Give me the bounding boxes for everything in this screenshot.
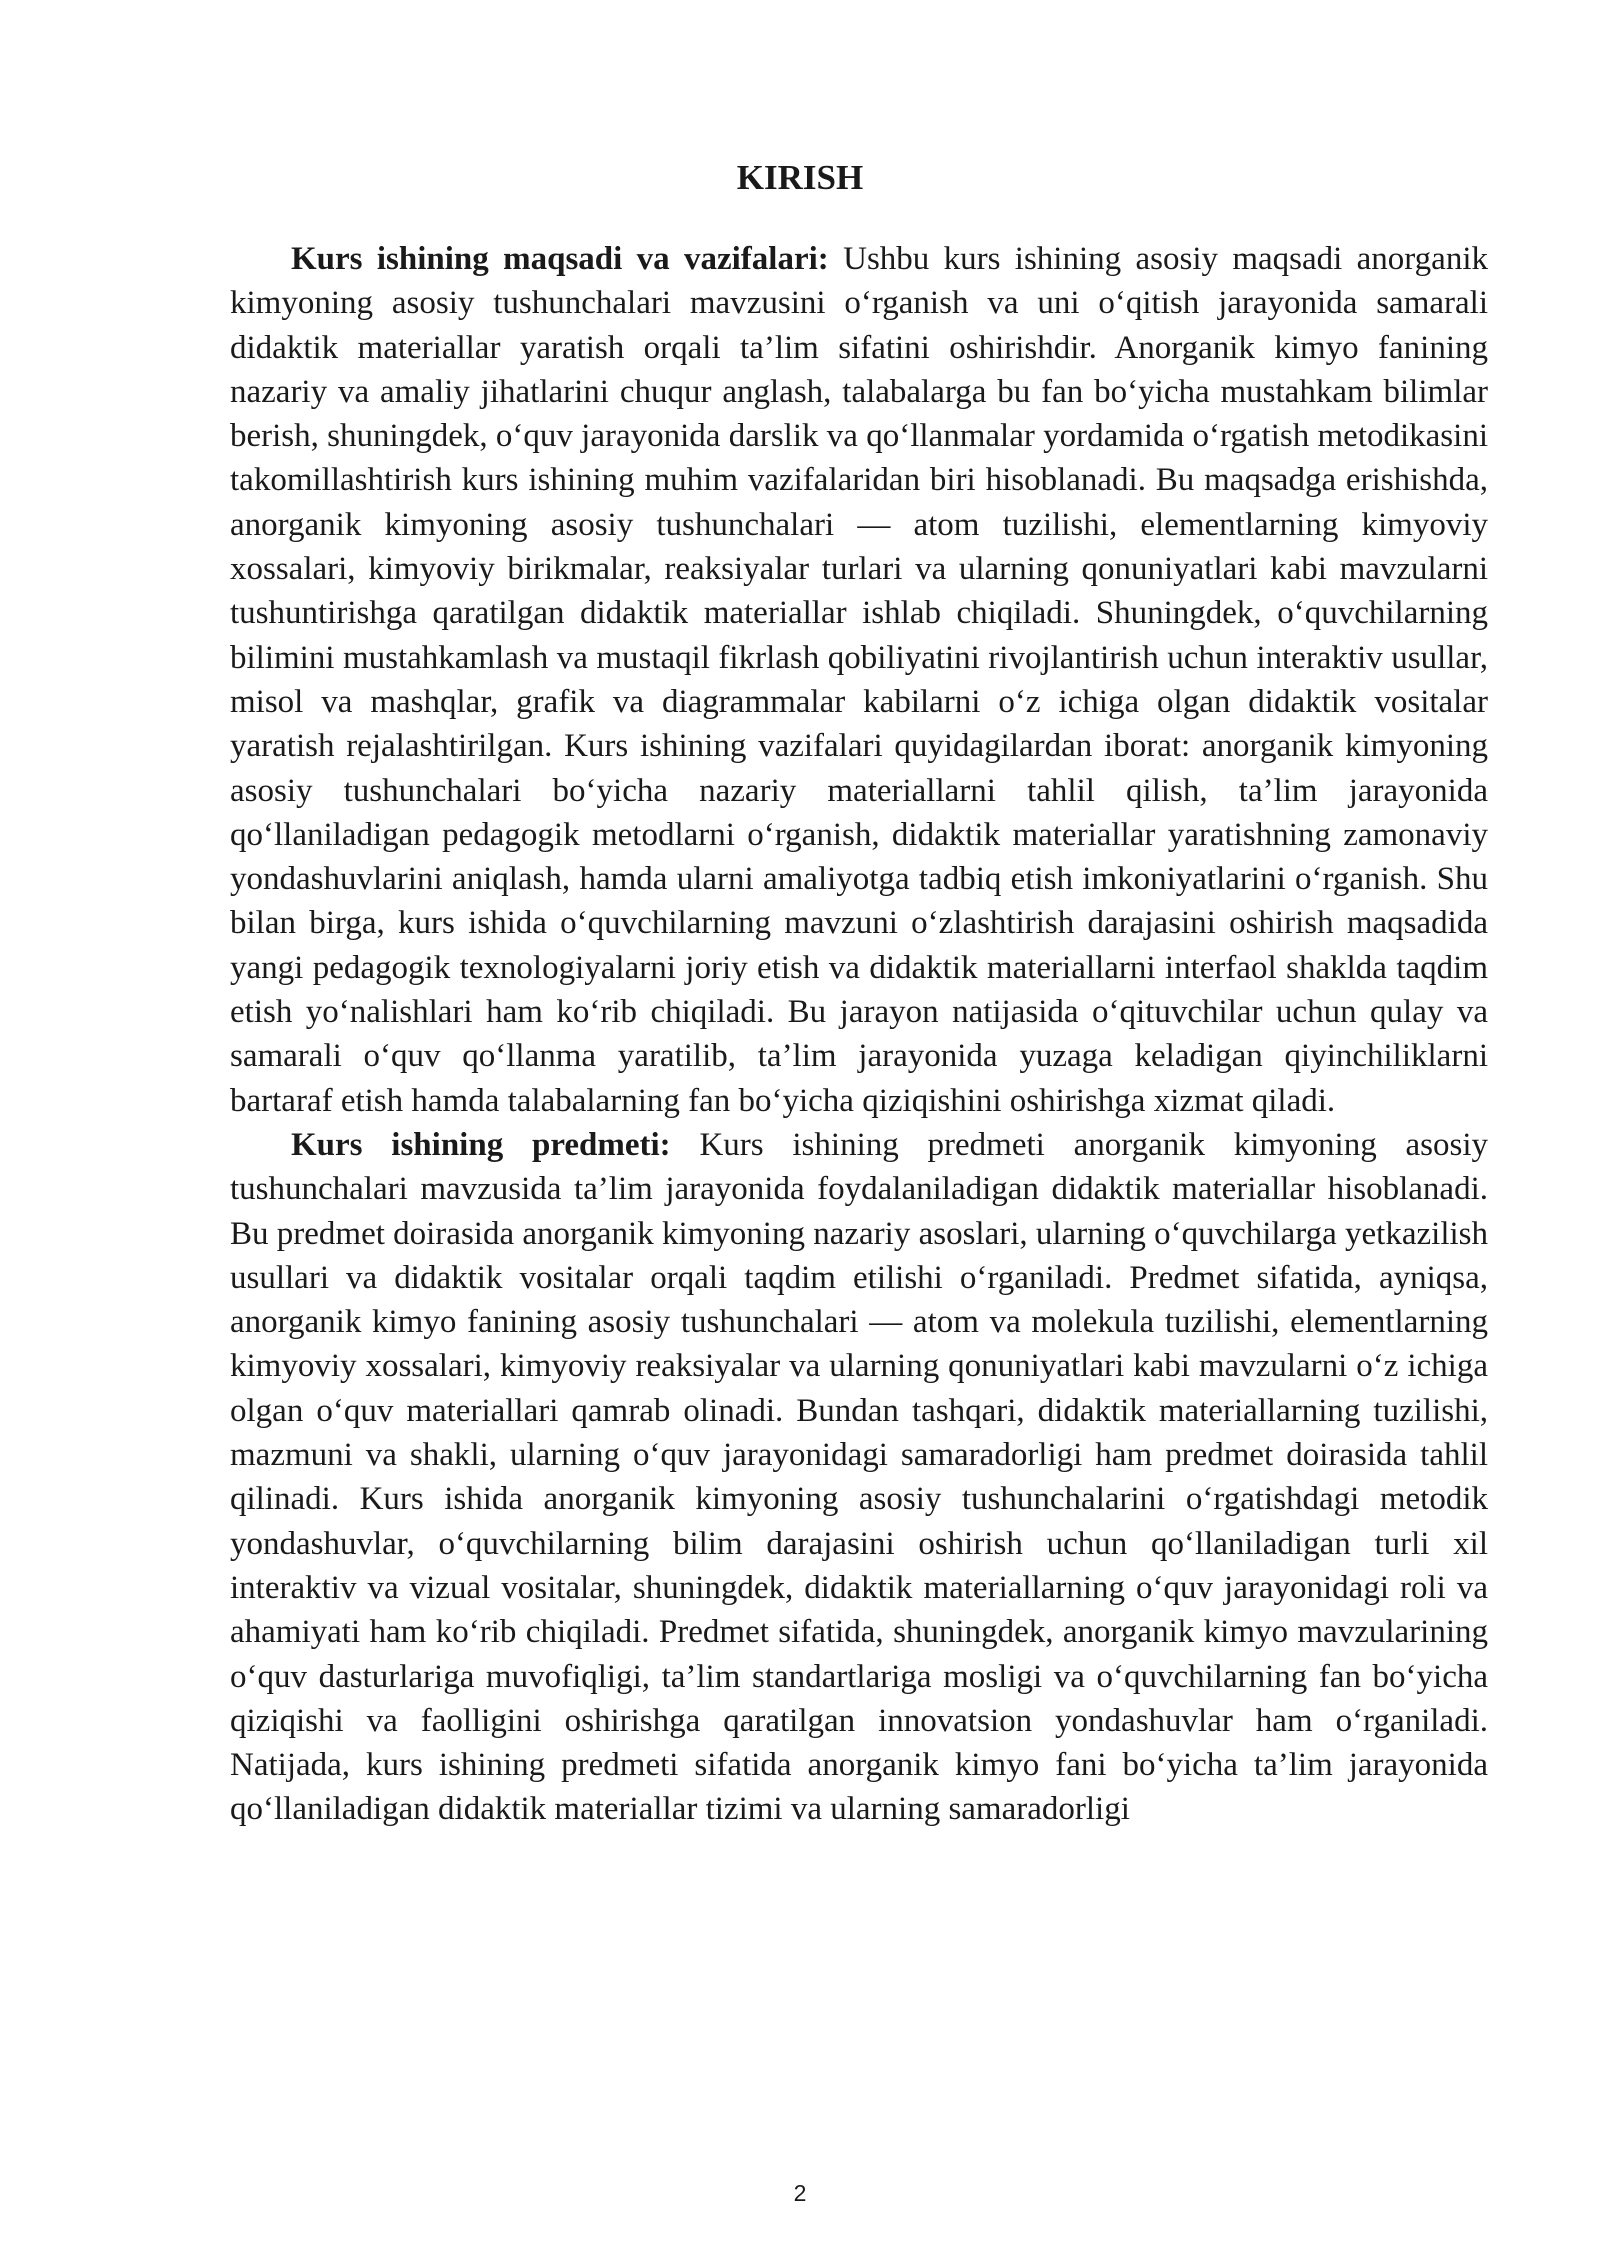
paragraph-text: Kurs ishining predmeti anorganik kimyoning asosiy tushunchalari mavzusida ta’lim jarayonida foydalaniladigan didaktik materiallar hisoblanadi. Bu predmet doirasida anorganik kimyoning nazariy asoslari, ularning o‘quvchilarga yetkazilish usullari va didaktik vositalar orqali taqdim etilishi o‘rganiladi. Predmet sifatida, ayniqsa, anorganik kimyo fanining asosiy tushunchalari — atom va molekula tuzilishi, elementlarning kimyoviy xossalari, kimyoviy reaksiyalar va ularning qonuniyatlari kabi mavzularni o‘z ichiga olgan o‘quv materiallari qamrab olinadi. Bundan tashqari, didaktik materiallarning tuzilishi, mazmuni va shakli, ularning o‘quv jarayonidagi samaradorligi ham predmet doirasida tahlil qilinadi. Kurs ishida anorganik kimyoning asosiy tushunchalarini o‘rgatishdagi metodik yondashuvlar, o‘quvchilarning bilim darajasini oshirish uchun qo‘llaniladigan turli xil interaktiv va vizual vositalar, shuningdek, didaktik materiallarning o‘quv jarayonidagi roli va ahamiyati ham ko‘rib chiqiladi. Predmet sifatida, shuningdek, anorganik kimyo mavzularining o‘quv dasturlariga muvofiqligi, ta’lim standartlariga mosligi va o‘quvchilarning fan bo‘yicha qiziqishi va faolligini oshirishga qaratilgan innovatsion yondashuvlar ham o‘rganiladi. Natijada, kurs ishining predmeti sifatida anorganik kimyo fani bo‘yicha ta’lim jarayonida qo‘llaniladigan didaktik materiallar tizimi va ularning samaradorligi <box>230 1126 1488 1828</box>
paragraph-goals <box>230 237 1488 1123</box>
page-number: 2 <box>793 2180 807 2206</box>
paragraph-lead: Kurs ishining maqsadi va vazifalari: <box>291 241 829 277</box>
body-text <box>230 237 1488 1832</box>
paragraph-lead: Kurs ishining predmeti: <box>291 1126 671 1163</box>
page-heading: KIRISH <box>736 158 864 197</box>
paragraph-subject <box>230 1123 1488 1832</box>
paragraph-text: Ushbu kurs ishining asosiy maqsadi anorganik kimyoning asosiy tushunchalari mavzusini o‘rganish va uni o‘qitish jarayonida samarali didaktik materiallar yaratish orqali ta’lim sifatini oshirishdir. Anorganik kimyo fanining nazariy va amaliy jihatlarini chuqur anglash, talabalarga bu fan bo‘yicha mustahkam bilimlar berish, shuningdek, o‘quv jarayonida darslik va qo‘llanmalar yordamida o‘rgatish metodikasini takomillashtirish kurs ishining muhim vazifalaridan biri hisoblanadi. Bu maqsadga erishishda, anorganik kimyoning asosiy tushunchalari — atom tuzilishi, elementlarning kimyoviy xossalari, kimyoviy birikmalar, reaksiyalar turlari va ularning qonuniyatlari kabi mavzularni tushuntirishga qaratilgan didaktik materiallar ishlab chiqiladi. Shuningdek, o‘quvchilarning bilimini mustahkamlash va mustaqil fikrlash qobiliyatini rivojlantirish uchun interaktiv usullar, misol va mashqlar, grafik va diagrammalar kabilarni o‘z ichiga olgan didaktik vositalar yaratish rejalashtirilgan. Kurs ishining vazifalari quyidagilardan iborat: anorganik kimyoning asosiy tushunchalari bo‘yicha nazariy materiallarni tahlil qilish, ta’lim jarayonida qo‘llaniladigan pedagogik metodlarni o‘rganish, didaktik materiallar yaratishning zamonaviy yondashuvlarini aniqlash, hamda ularni amaliyotga tadbiq etish imkoniyatlarini o‘rganish. Shu bilan birga, kurs ishida o‘quvchilarning mavzuni o‘zlashtirish darajasini oshirish maqsadida yangi pedagogik texnologiyalarni joriy etish va didaktik materiallarni interfaol shaklda taqdim etish yo‘nalishlari ham ko‘rib chiqiladi. Bu jarayon natijasida o‘qituvchilar uchun qulay va samarali o‘quv qo‘llanma yaratilib, ta’lim jarayonida yuzaga keladigan qiyinchiliklarni bartaraf etish hamda talabalarning fan bo‘yicha qiziqishini oshirishga xizmat qiladi. <box>230 241 1488 1119</box>
